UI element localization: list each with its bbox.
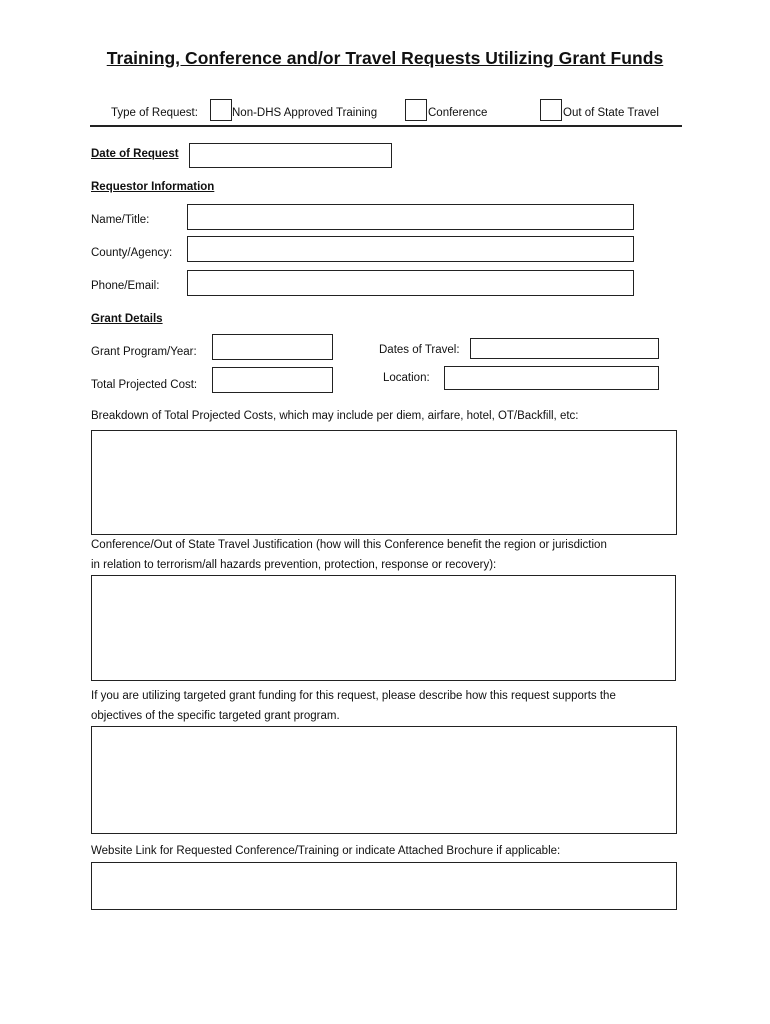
conference-checkbox[interactable]: [405, 99, 427, 121]
out-of-state-travel-checkbox[interactable]: [540, 99, 562, 121]
location-field[interactable]: [444, 366, 659, 390]
requestor-info-heading: Requestor Information: [91, 181, 215, 193]
name-title-field[interactable]: [187, 204, 634, 230]
form-title: Training, Conference and/or Travel Requests Utilizing Grant Funds: [106, 48, 664, 68]
dates-of-travel-field[interactable]: [470, 338, 659, 359]
targeted-prompt-line-1: If you are utilizing targeted grant funding for this request, please describe how this request supports the: [91, 690, 616, 702]
county-agency-label: County/Agency:: [91, 247, 173, 259]
dates-of-travel-label: Dates of Travel:: [379, 344, 460, 356]
total-projected-cost-label: Total Projected Cost:: [91, 379, 198, 391]
targeted-grant-textarea[interactable]: [91, 726, 677, 834]
phone-email-label: Phone/Email:: [91, 280, 160, 292]
county-agency-field[interactable]: [187, 236, 634, 262]
grant-program-label: Grant Program/Year:: [91, 346, 197, 358]
name-title-label: Name/Title:: [91, 214, 150, 226]
section-divider: [90, 125, 682, 127]
justification-prompt-line-2: in relation to terrorism/all hazards prevention, protection, response or recovery):: [91, 559, 497, 571]
location-label: Location:: [383, 372, 430, 384]
justification-prompt-line-1: Conference/Out of State Travel Justification (how will this Conference benefit the region or jurisdiction: [91, 539, 607, 551]
date-of-request-field[interactable]: [189, 143, 392, 168]
phone-email-field[interactable]: [187, 270, 634, 296]
breakdown-prompt: Breakdown of Total Projected Costs, which may include per diem, airfare, hotel, OT/Backfill, etc:: [91, 410, 579, 422]
non-dhs-training-checkbox[interactable]: [210, 99, 232, 121]
conference-label: Conference: [428, 107, 488, 119]
total-projected-cost-field[interactable]: [212, 367, 333, 393]
grant-details-heading: Grant Details: [91, 313, 163, 325]
targeted-prompt-line-2: objectives of the specific targeted grant program.: [91, 710, 340, 722]
grant-program-field[interactable]: [212, 334, 333, 360]
website-link-field[interactable]: [91, 862, 677, 910]
date-of-request-label: Date of Request: [91, 148, 179, 160]
non-dhs-training-label: Non-DHS Approved Training: [232, 107, 378, 119]
breakdown-textarea[interactable]: [91, 430, 677, 535]
website-prompt: Website Link for Requested Conference/Training or indicate Attached Brochure if applicable:: [91, 845, 561, 857]
out-of-state-travel-label: Out of State Travel: [563, 107, 659, 119]
request-type-label: Type of Request:: [111, 107, 198, 119]
justification-textarea[interactable]: [91, 575, 676, 681]
